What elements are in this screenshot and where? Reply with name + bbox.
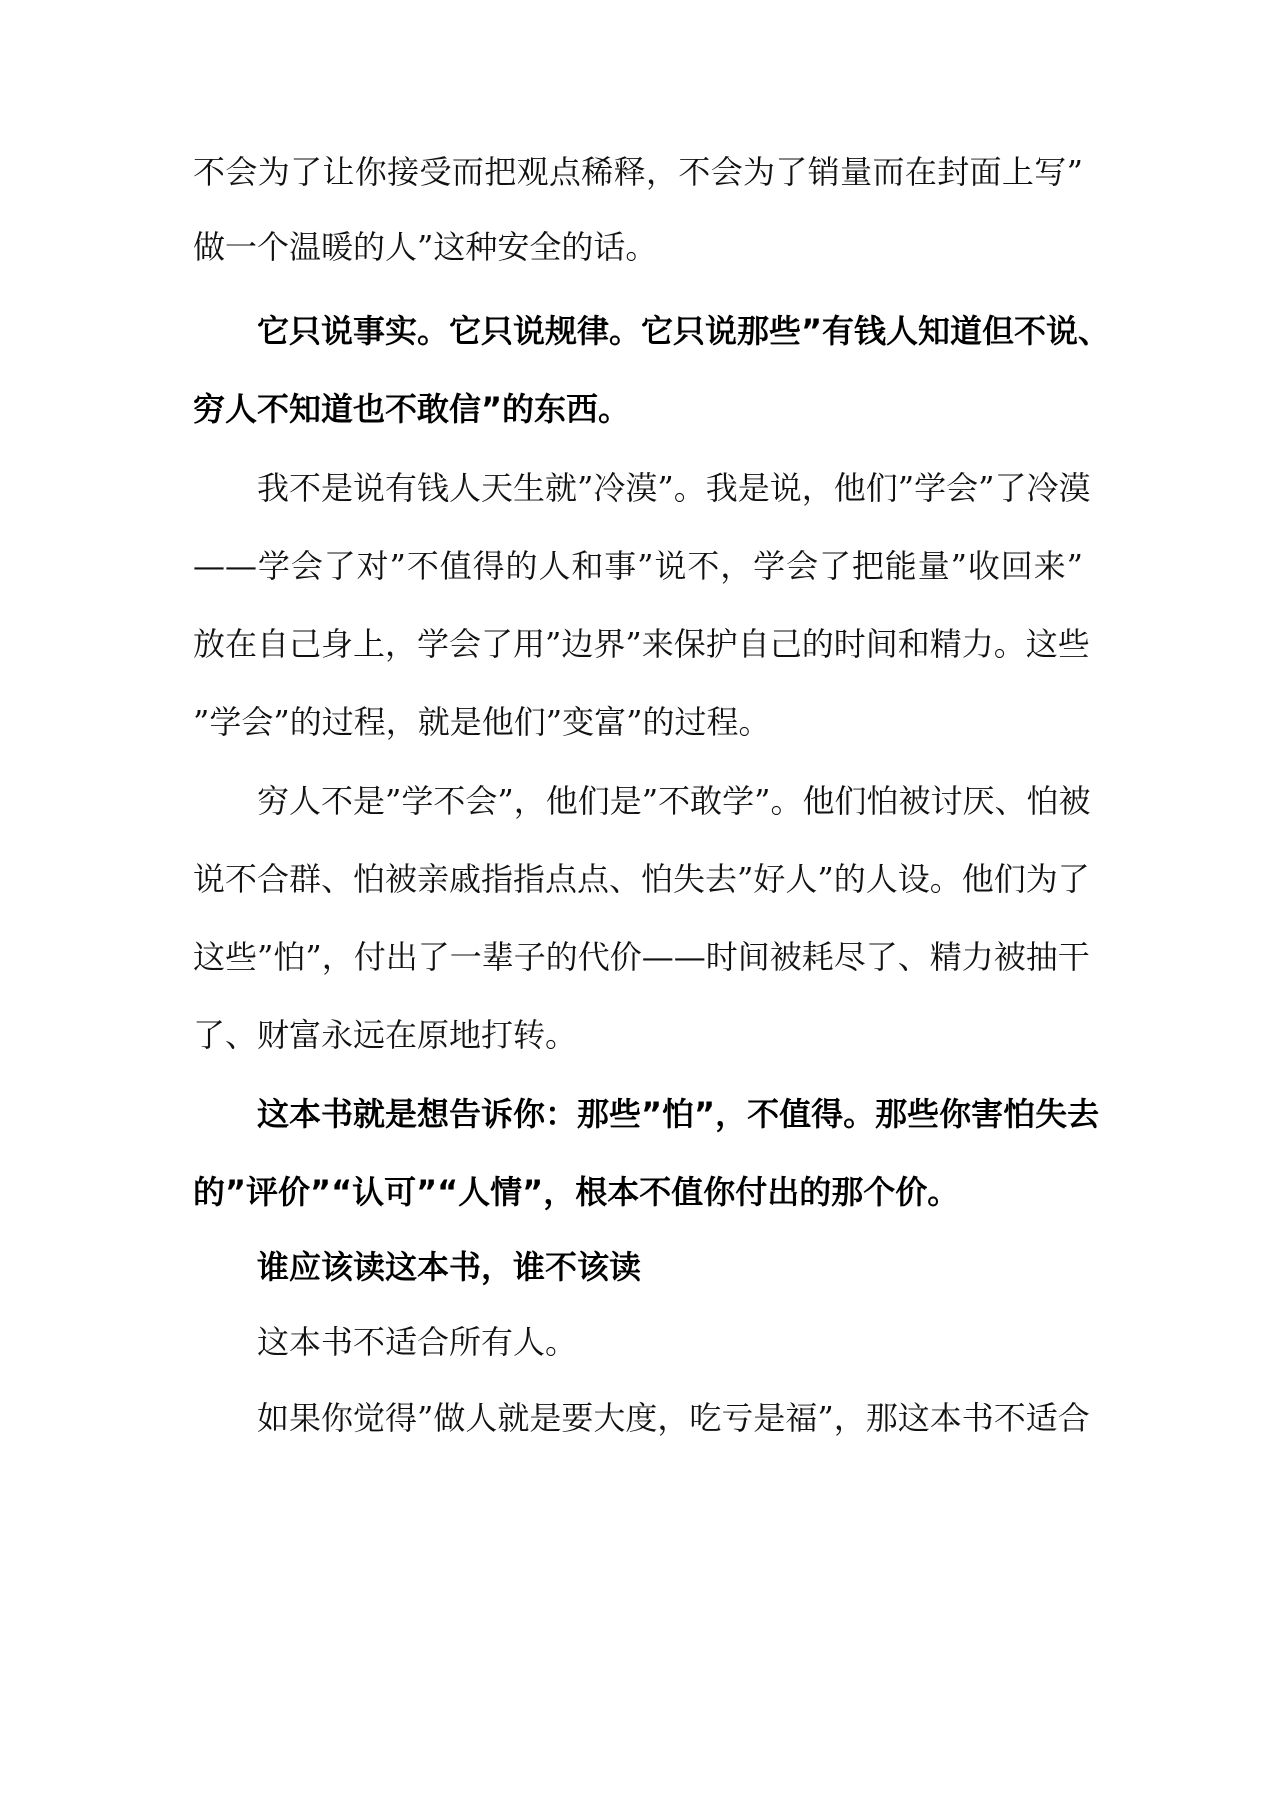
paragraph-line: 放在自己身上，学会了用”边界”来保护自己的时间和精力。这些: [193, 625, 1090, 663]
paragraph-line: 不会为了让你接受而把观点稀释，不会为了销量而在封面上写”: [193, 153, 1083, 191]
paragraph-line: 这本书不适合所有人。: [257, 1323, 578, 1361]
bold-paragraph-line: 这本书就是想告诉你：那些”怕”，不值得。那些你害怕失去: [257, 1095, 1100, 1133]
bold-paragraph-line: 穷人不知道也不敢信”的东西。: [193, 390, 631, 428]
paragraph-line: 穷人不是”学不会”，他们是”不敢学”。他们怕被讨厌、怕被: [257, 782, 1091, 820]
paragraph-line: 做一个温暖的人”这种安全的话。: [193, 228, 658, 266]
paragraph-line: 说不合群、怕被亲戚指指点点、怕失去”好人”的人设。他们为了: [193, 860, 1090, 898]
paragraph-line: 这些”怕”，付出了一辈子的代价——时间被耗尽了、精力被抽干: [193, 938, 1090, 976]
paragraph-line: ——学会了对”不值得的人和事”说不，学会了把能量”收回来”: [193, 547, 1083, 585]
paragraph-line: ”学会”的过程，就是他们”变富”的过程。: [193, 703, 771, 741]
section-heading: 谁应该读这本书，谁不该读: [257, 1248, 642, 1286]
bold-paragraph-line: 它只说事实。它只说规律。它只说那些”有钱人知道但不说、: [257, 312, 1111, 350]
paragraph-line: 了、财富永远在原地打转。: [193, 1016, 578, 1054]
paragraph-line: 如果你觉得”做人就是要大度，吃亏是福”，那这本书不适合: [257, 1399, 1090, 1437]
bold-paragraph-line: 的”评价”“认可”“人情”，根本不值你付出的那个价。: [193, 1173, 960, 1211]
paragraph-line: 我不是说有钱人天生就”冷漠”。我是说，他们”学会”了冷漠: [257, 469, 1091, 507]
